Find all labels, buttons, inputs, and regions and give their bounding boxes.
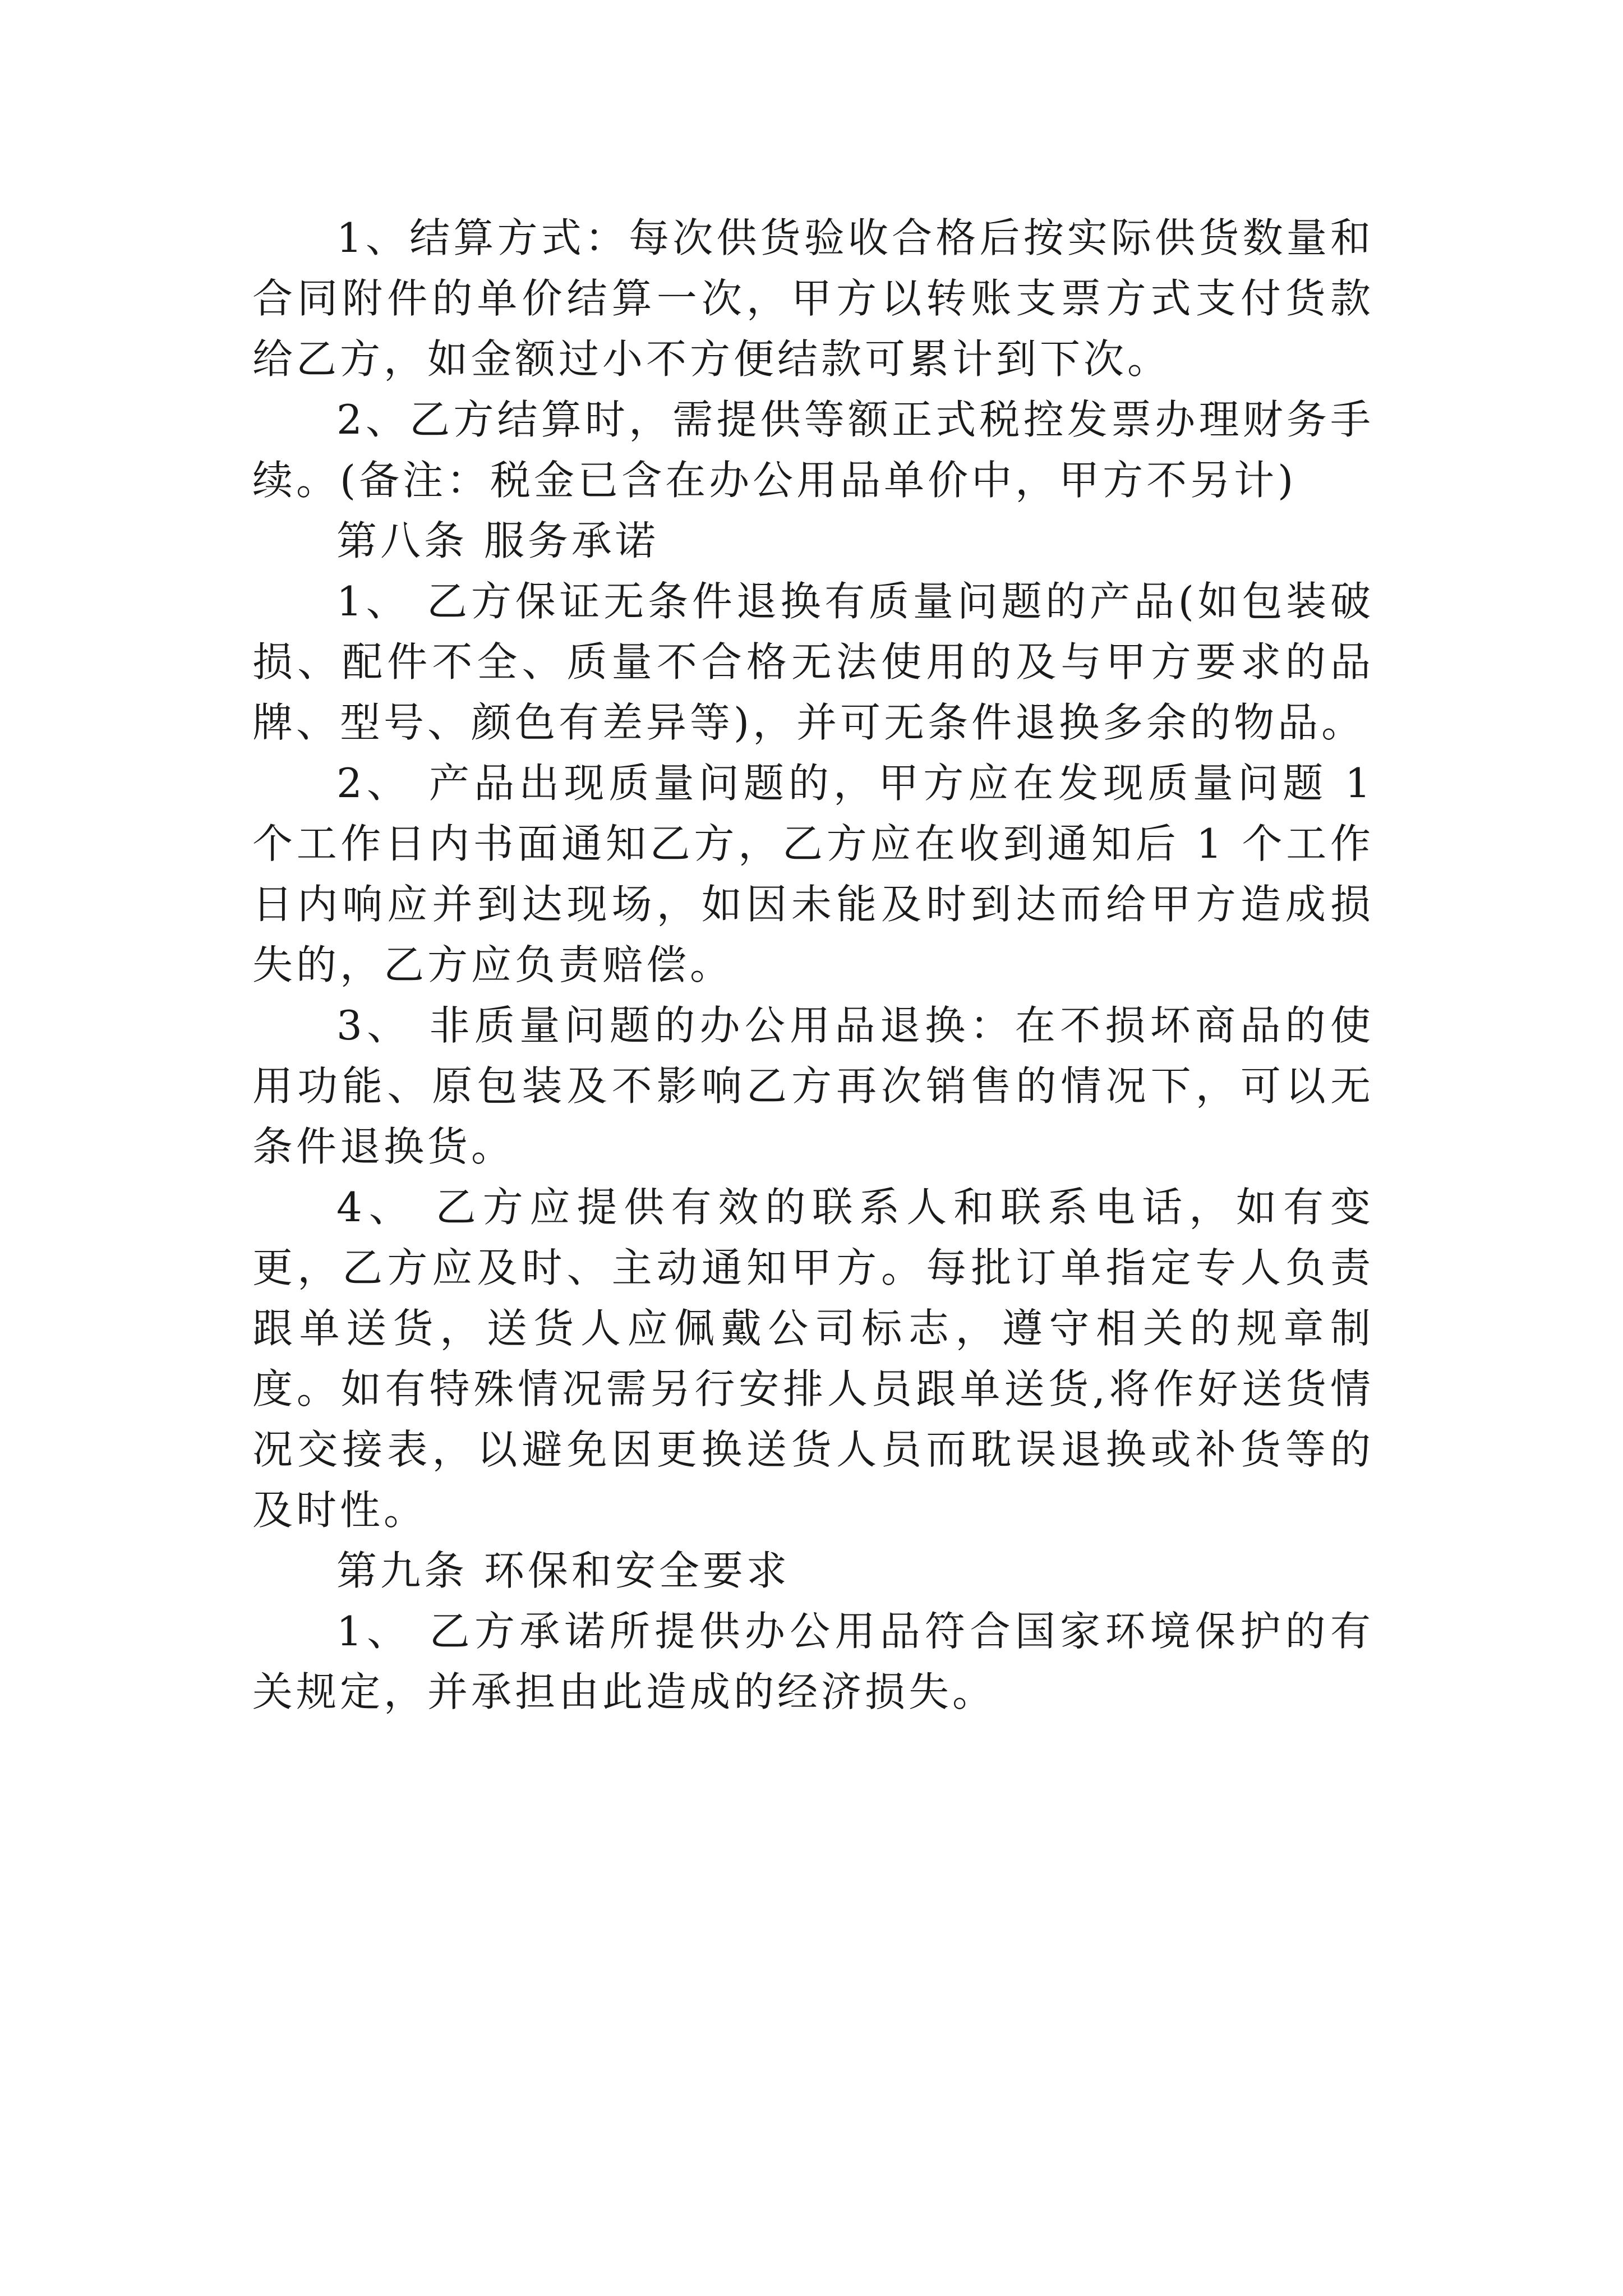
clause-8-item-4: 4、 乙方应提供有效的联系人和联系电话，如有变更，乙方应及时、主动通知甲方。每批订单指定专人负责跟单送货，送货人应佩戴公司标志，遵守相关的规章制度。如有特殊情况需另行安排人员跟单送货,将作好送货情况交接表，以避免因更换送货人员而耽误退换或补货等的及时性。	[252, 1184, 1374, 1534]
clause-7-item-1: 1、结算方式：每次供货验收合格后按实际供货数量和合同附件的单价结算一次，甲方以转账支票方式支付货款给乙方，如金额过小不方便结款可累计到下次。	[252, 214, 1374, 383]
clause-8-item-3: 3、 非质量问题的办公用品退换：在不损坏商品的使用功能、原包装及不影响乙方再次销售的情况下，可以无条件退换货。	[252, 1002, 1374, 1170]
clause-7-item-2: 2、乙方结算时，需提供等额正式税控发票办理财务手续。(备注：税金已含在办公用品单价中，甲方不另计)	[252, 396, 1374, 504]
clause-9-heading: 第九条 环保和安全要求	[336, 1547, 790, 1594]
clause-8-item-1: 1、 乙方保证无条件退换有质量问题的产品(如包装破损、配件不全、质量不合格无法使用的及与甲方要求的品牌、型号、颜色有差异等)，并可无条件退换多余的物品。	[252, 578, 1374, 746]
clause-9-item-1: 1、 乙方承诺所提供办公用品符合国家环境保护的有关规定，并承担由此造成的经济损失。	[252, 1608, 1374, 1715]
clause-8-item-2: 2、 产品出现质量问题的，甲方应在发现质量问题 1 个工作日内书面通知乙方，乙方应在收到通知后 1 个工作日内响应并到达现场，如因未能及时到达而给甲方造成损失的，乙方应负责赔偿。	[252, 760, 1374, 988]
clause-8-heading: 第八条 服务承诺	[336, 517, 659, 564]
document-body	[252, 208, 1374, 1722]
